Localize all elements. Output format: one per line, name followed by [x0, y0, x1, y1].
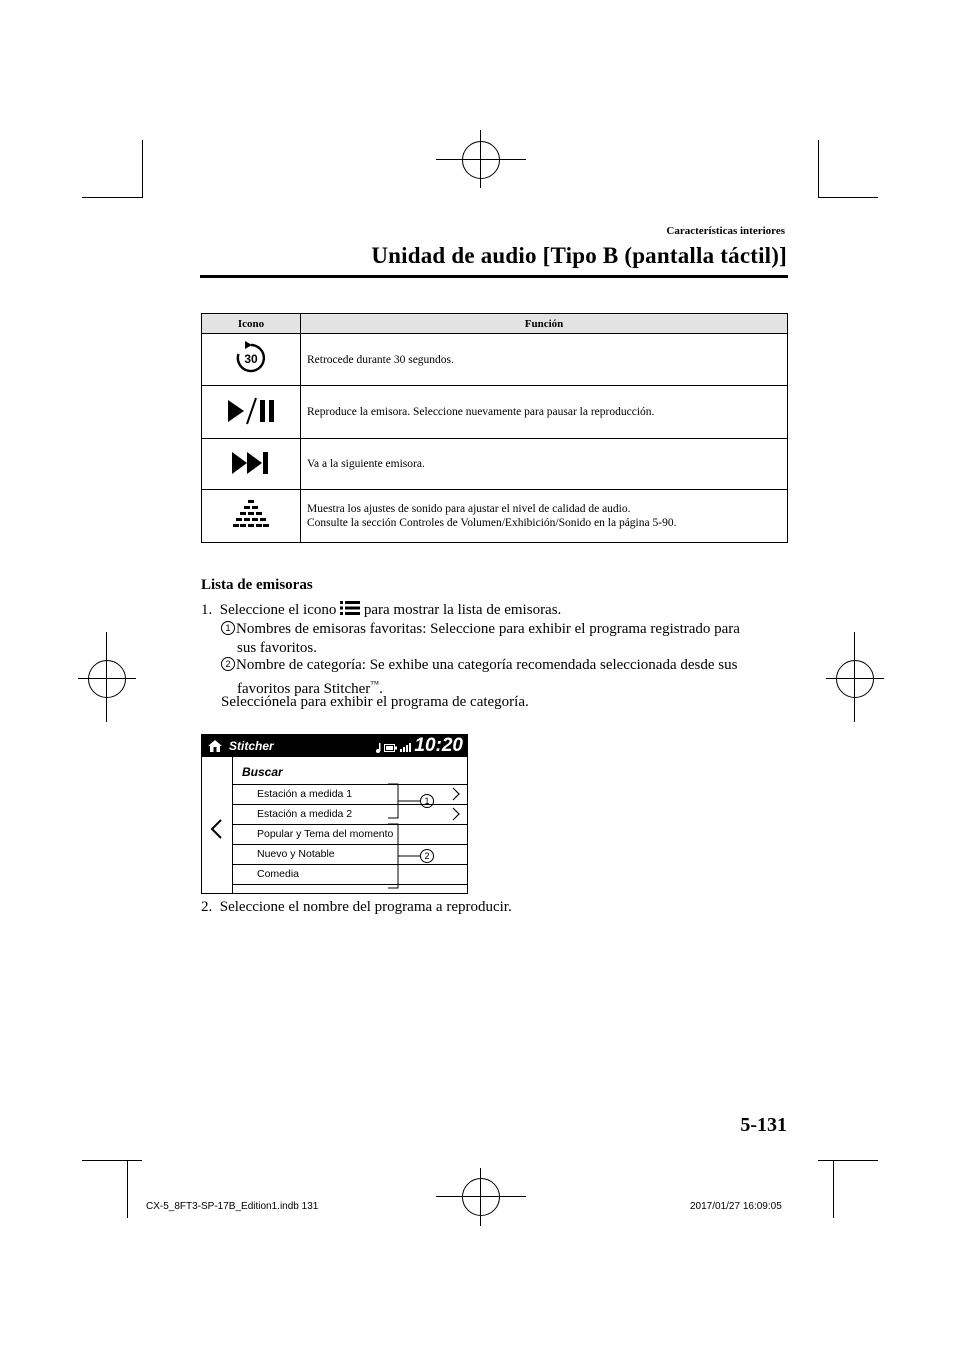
list-item[interactable]: Estación a medida 2 — [257, 808, 353, 820]
icon-cell — [202, 490, 301, 543]
note-favorites-cont: sus favoritos. — [237, 640, 317, 656]
screen-title: Stitcher — [229, 739, 274, 753]
footer-timestamp: 2017/01/27 16:09:05 — [690, 1201, 782, 1212]
function-description: Retrocede durante 30 segundos. — [301, 334, 788, 386]
trademark-symbol: ™ — [370, 679, 380, 689]
search-button[interactable]: Buscar — [242, 765, 283, 779]
note-category-cont: favoritos para Stitcher™. — [237, 679, 383, 697]
home-icon — [208, 740, 222, 752]
section-label: Características interiores — [666, 225, 785, 237]
table-row — [202, 439, 788, 490]
stitcher-screen-illustration — [201, 734, 468, 894]
icon-cell — [202, 386, 301, 439]
screen-status-bar — [202, 735, 467, 757]
list-item[interactable]: Comedia — [257, 868, 300, 880]
heading-rule — [200, 275, 788, 278]
icon-function-table — [201, 313, 788, 543]
back-column — [202, 757, 233, 893]
icon-cell — [202, 334, 301, 386]
play-pause-icon — [226, 396, 276, 426]
skip-forward-icon — [232, 451, 270, 475]
callout-marker-2: 2 — [221, 657, 235, 671]
icon-cell — [202, 439, 301, 490]
footer-filename: CX-5_8FT3-SP-17B_Edition1.indb 131 — [146, 1201, 319, 1212]
rewind-seconds-text: 30 — [244, 352, 258, 366]
screen-clock: 10:20 — [414, 735, 463, 756]
function-description: Va a la siguiente emisora. — [301, 439, 788, 490]
table-row — [202, 386, 788, 439]
list-item[interactable]: Popular y Tema del momento — [257, 828, 394, 840]
column-header-icon: Icono — [202, 314, 301, 334]
function-description: Reproduce la emisora. Seleccione nuevamente para pausar la reproducción. — [301, 386, 788, 439]
page-number: 5-131 — [740, 1114, 787, 1136]
function-description: Muestra los ajustes de sonido para ajustar el nivel de calidad de audio. Consulte la sección Controles de Volumen/Exhibición/Sonido en la página 5-90. — [301, 490, 788, 543]
callout-marker-1: 1 — [221, 621, 235, 635]
callout-1: 1 — [420, 794, 434, 808]
table-row — [202, 490, 788, 543]
section-heading-station-list: Lista de emisoras — [201, 577, 313, 593]
note-favorites: 1 Nombres de emisoras favoritas: Seleccione para exhibir el programa registrado para — [221, 620, 740, 639]
step-1: 1. Seleccione el icono para mostrar la lista de emisoras. — [201, 602, 562, 618]
music-note-icon — [375, 743, 382, 753]
list-icon — [340, 601, 360, 615]
list-item[interactable]: Estación a medida 1 — [257, 788, 353, 800]
note-category: 2 Nombre de categoría: Se exhibe una categoría recomendada seleccionada desde sus — [221, 656, 737, 675]
rewind-30-icon — [234, 341, 268, 375]
sound-settings-icon — [233, 498, 269, 532]
table-row — [202, 334, 788, 386]
chevron-right-icon[interactable] — [452, 787, 460, 801]
battery-icon — [384, 744, 397, 752]
step-2: 2. Seleccione el nombre del programa a reproducir. — [201, 899, 512, 915]
note-select-category: Selecciónela para exhibir el programa de categoría. — [221, 694, 529, 710]
table-header-row — [202, 314, 788, 334]
signal-strength-icon — [400, 743, 412, 752]
column-header-function: Función — [301, 314, 788, 334]
callout-2: 2 — [420, 849, 434, 863]
chevron-right-icon[interactable] — [452, 807, 460, 821]
back-arrow-icon[interactable] — [210, 819, 222, 839]
page-title: Unidad de audio [Tipo B (pantalla táctil)] — [371, 243, 787, 268]
list-item[interactable]: Nuevo y Notable — [257, 848, 335, 860]
